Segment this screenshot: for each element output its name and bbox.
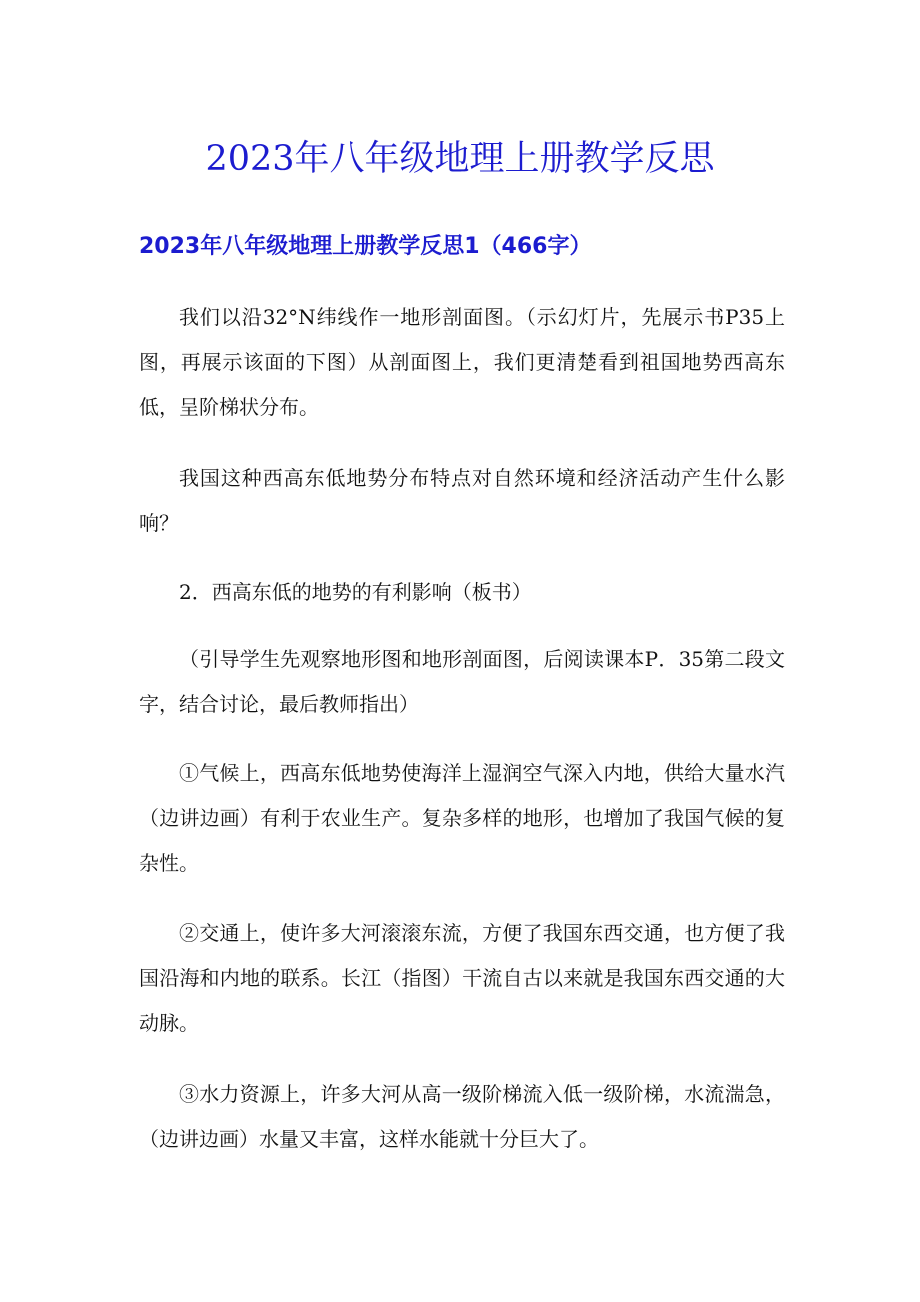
paragraph-hydropower: ③水力资源上，许多大河从高一级阶梯流入低一级阶梯，水流湍急，（边讲边画）水量又丰富，这样水能就十分巨大了。 xyxy=(139,1082,785,1151)
paragraph-climate: ①气候上，西高东低地势使海洋上湿润空气深入内地，供给大量水汽（边讲边画）有利于农业生产。复杂多样的地形，也增加了我国气候的复杂性。 xyxy=(139,761,785,875)
paragraph-transport: ②交通上，使许多大河滚滚东流，方便了我国东西交通，也方便了我国沿海和内地的联系。长江（指图）干流自古以来就是我国东西交通的大动脉。 xyxy=(139,921,785,1035)
paragraph-question: 我国这种西高东低地势分布特点对自然环境和经济活动产生什么影响？ xyxy=(139,466,785,535)
paragraph-intro: 我们以沿32°N纬线作一地形剖面图。（示幻灯片，先展示书P35上图，再展示该面的下图）从剖面图上，我们更清楚看到祖国地势西高东低，呈阶梯状分布。 xyxy=(139,305,785,419)
document-title: 2023年八年级地理上册教学反思 xyxy=(205,139,715,179)
paragraph-guidance: （引导学生先观察地形图和地形剖面图，后阅读课本P．35第二段文字，结合讨论，最后教师指出） xyxy=(139,647,785,716)
section-heading: 2023年八年级地理上册教学反思1（466字） xyxy=(139,234,592,259)
paragraph-subheading: 2．西高东低的地势的有利影响（板书） xyxy=(179,580,532,604)
